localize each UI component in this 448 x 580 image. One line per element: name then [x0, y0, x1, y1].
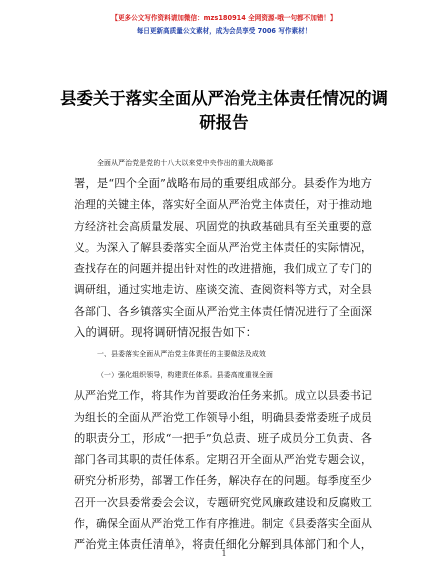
paragraph-line: 从严治党工作，将其作为首要政治任务来抓。成立以县委书记 — [74, 389, 373, 403]
paragraph-line: 的职责分工，形成“一把手”负总责、班子成员分工负责、各 — [74, 431, 373, 445]
section-heading: 一、县委落实全面从严治党主体责任的主要做法及成效 — [97, 350, 266, 358]
paragraph-line: 查找存在的问题并提出针对性的改进措施，我们成立了专门的 — [74, 262, 373, 276]
paragraph-line: 为组长的全面从严治党工作领导小组，明确县委常委班子成员 — [74, 410, 373, 424]
paragraph-line: 署，是“四个全面”战略布局的重要组成部分。县委作为地方 — [74, 177, 373, 191]
paragraph-line: 入的调研。现将调研情况报告如下： — [74, 325, 258, 339]
promo-banner-line-1: 【更多公文写作资料请加微信：mzs180914 全网资源-哦一句都不加错！】 — [111, 14, 337, 22]
paragraph-line: 严治党主体责任清单》，将责任细化分解到具体部门和个人， — [74, 538, 373, 551]
paragraph-line: （一）强化组织领导，构建责任体系。县委高度重视全面 — [97, 371, 274, 380]
paragraph-line: 治理的关键主体，落实好全面从严治党主体责任，对于推动地 — [74, 198, 373, 212]
document-title-line-2: 研报告 — [199, 113, 249, 132]
page-number: 1 — [221, 549, 227, 558]
paragraph-line: 调研组，通过实地走访、座谈交流、查阅资料等方式，对全县 — [74, 283, 373, 297]
paragraph-line: 召开一次县委常委会会议，专题研究党风廉政建设和反腐败工 — [74, 495, 373, 509]
document-title-line-1: 县委关于落实全面从严治党主体责任情况的调 — [60, 89, 388, 108]
paragraph-line: 各部门、各乡镇落实全面从严治党主体责任情况进行了全面深 — [74, 304, 373, 318]
paragraph-line: 部门各司其职的责任体系。定期召开全面从严治党专题会议， — [74, 453, 373, 467]
paragraph-line: 方经济社会高质量发展、巩固党的执政基础具有至关重要的意 — [74, 219, 373, 233]
paragraph-line: 全面从严治党是党的十八大以来党中央作出的重大战略部 — [97, 159, 274, 167]
paragraph-line: 作，确保全面从严治党工作有序推进。制定《县委落实全面从 — [74, 516, 373, 530]
promo-banner-line-2: 每日更新高质量公文素材，成为会员享受 7006 写作素材！ — [136, 27, 312, 35]
paragraph-line: 义。为深入了解县委落实全面从严治党主体责任的实际情况， — [74, 240, 373, 254]
paragraph-line: 研究分析形势，部署工作任务，解决存在的问题。每季度至少 — [74, 474, 373, 488]
